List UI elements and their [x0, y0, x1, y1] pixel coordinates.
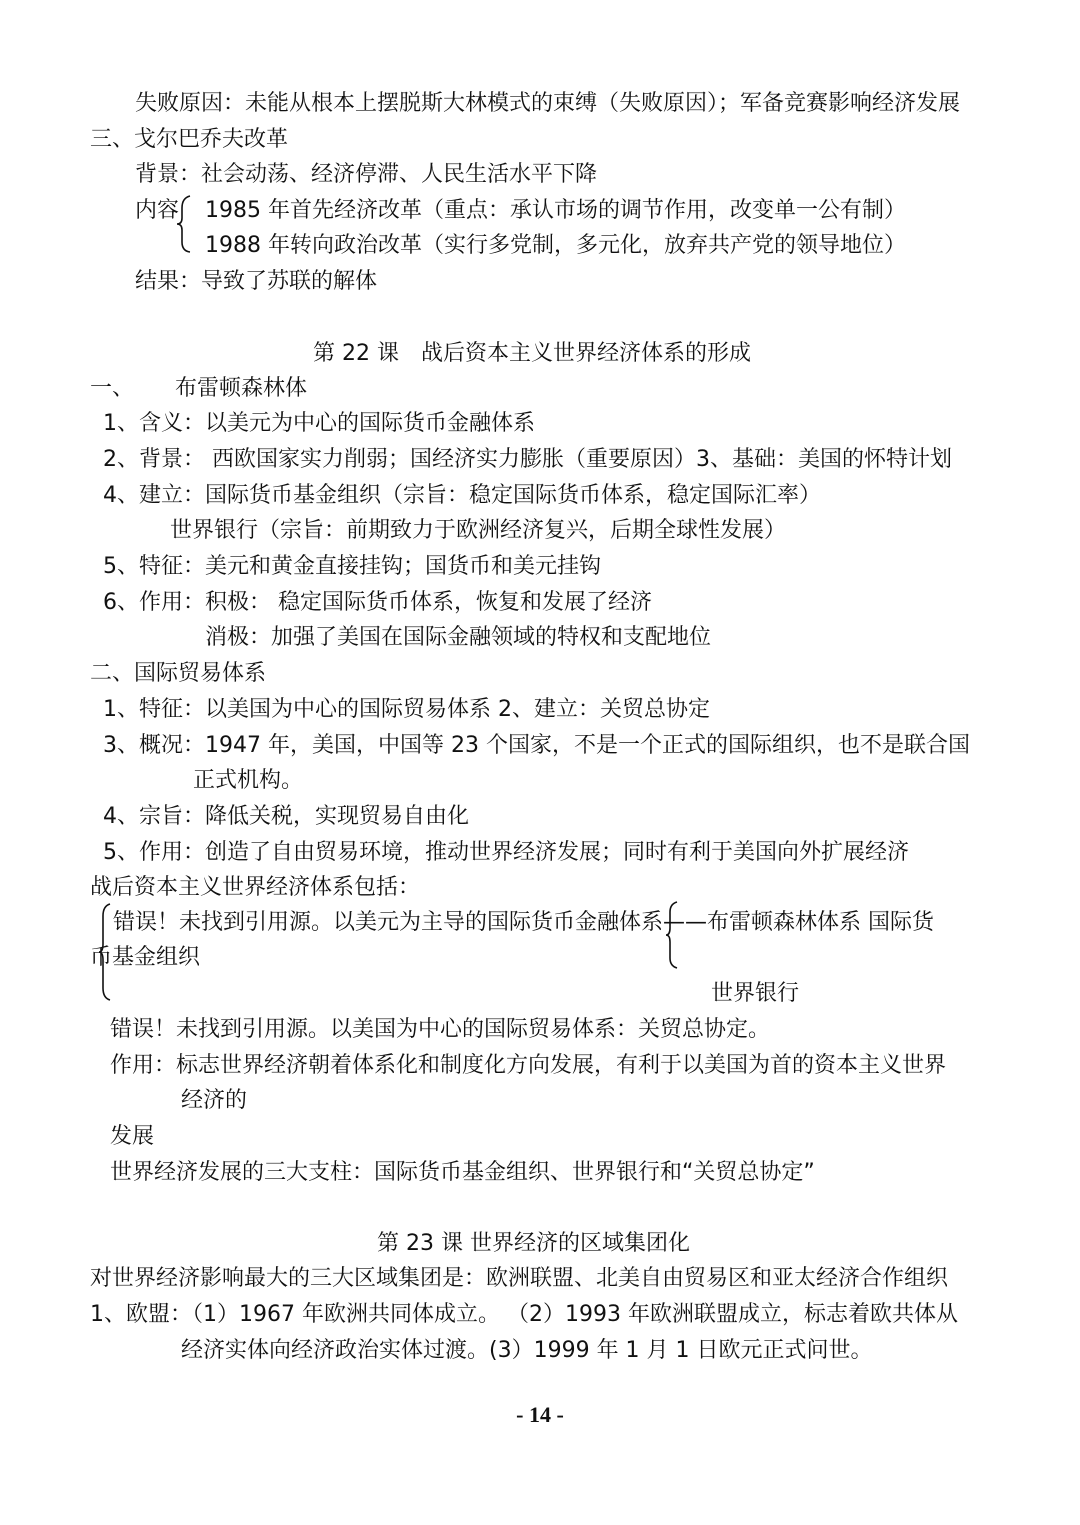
- text-line: 作用：标志世界经济朝着体系化和制度化方向发展，有利于以美国为首的资本主义世界: [110, 1053, 947, 1078]
- text-line: 6、作用：积极： 稳定国际货币体系，恢复和发展了经济: [103, 590, 652, 615]
- section-heading: 三、戈尔巴乔夫改革: [90, 127, 289, 152]
- curly-brace-icon: [176, 194, 196, 254]
- text-line: 背景：社会动荡、经济停滞、人民生活水平下降: [135, 162, 598, 187]
- text-line: 对世界经济影响最大的三大区域集团是：欧洲联盟、北美自由贸易区和亚太经济合作组织: [90, 1266, 949, 1291]
- curly-brace-icon: [665, 900, 681, 970]
- text-line: 1、欧盟：（1）1967 年欧洲共同体成立。 （2）1993 年欧洲联盟成立，标志着欧共体从: [90, 1302, 958, 1327]
- text-line: 4、建立：国际货币基金组织（宗旨：稳定国际货币体系，稳定国际汇率）: [103, 483, 821, 508]
- text-line: 世界银行: [711, 981, 800, 1006]
- text-line: 2、背景： 西欧国家实力削弱；国经济实力膨胀（重要原因）3、基础：美国的怀特计划: [103, 447, 952, 472]
- section-heading: 二、国际贸易体系: [90, 661, 267, 686]
- page-number: - 14 -: [516, 1402, 564, 1427]
- text-line: 经济的: [181, 1088, 248, 1113]
- text-line: 战后资本主义世界经济体系包括：: [90, 875, 421, 900]
- text-line: 错误！未找到引用源。以美国为中心的国际贸易体系：关贸总协定。: [110, 1017, 771, 1042]
- text-line: 币基金组织: [90, 945, 201, 970]
- text-line: 结果：导致了苏联的解体: [135, 269, 378, 294]
- text-line: 3、概况：1947 年，美国，中国等 23 个国家，不是一个正式的国际组织，也不是联合国: [103, 733, 970, 758]
- text-line: 4、宗旨：降低关税，实现贸易自由化: [103, 804, 469, 829]
- text-line: 1、含义：以美元为中心的国际货币金融体系: [103, 411, 535, 436]
- text-line-label: 内容: [135, 198, 180, 223]
- text-line: 经济实体向经济政治实体过渡。(3）1999 年 1 月 1 日欧元正式问世。: [181, 1338, 873, 1363]
- text-line: 消极：加强了美国在国际金融领域的特权和支配地位: [205, 625, 712, 650]
- text-line: 1988 年转向政治改革（实行多党制，多元化，放弃共产党的领导地位）: [205, 233, 906, 258]
- text-line: 失败原因：未能从根本上摆脱斯大林模式的束缚（失败原因）；军备竞赛影响经济发展: [135, 91, 961, 116]
- lesson-title: 第 22 课 战后资本主义世界经济体系的形成: [313, 341, 751, 366]
- section-heading: 布雷顿森林体: [175, 376, 308, 401]
- text-line: 1985 年首先经济改革（重点：承认市场的调节作用，改变单一公有制）: [205, 198, 906, 223]
- text-line: 世界银行（宗旨：前期致力于欧洲经济复兴，后期全球性发展）: [170, 518, 787, 543]
- text-line: 正式机构。: [193, 768, 304, 793]
- text-line: 世界经济发展的三大支柱：国际货币基金组织、世界银行和“关贸总协定”: [110, 1160, 815, 1185]
- text-line: 1、特征：以美国为中心的国际贸易体系 2、建立：关贸总协定: [103, 697, 710, 722]
- text-line: 5、特征：美元和黄金直接挂钩；国货币和美元挂钩: [103, 554, 601, 579]
- lesson-title: 第 23 课 世界经济的区域集团化: [377, 1231, 690, 1256]
- text-line: 错误！未找到引用源。以美元为主导的国际货币金融体系——布雷顿森林体系 国际货: [113, 910, 934, 935]
- section-heading-number: 一、: [90, 376, 135, 401]
- text-line: 发展: [110, 1124, 155, 1149]
- text-line: 5、作用：创造了自由贸易环境，推动世界经济发展；同时有利于美国向外扩展经济: [103, 840, 909, 865]
